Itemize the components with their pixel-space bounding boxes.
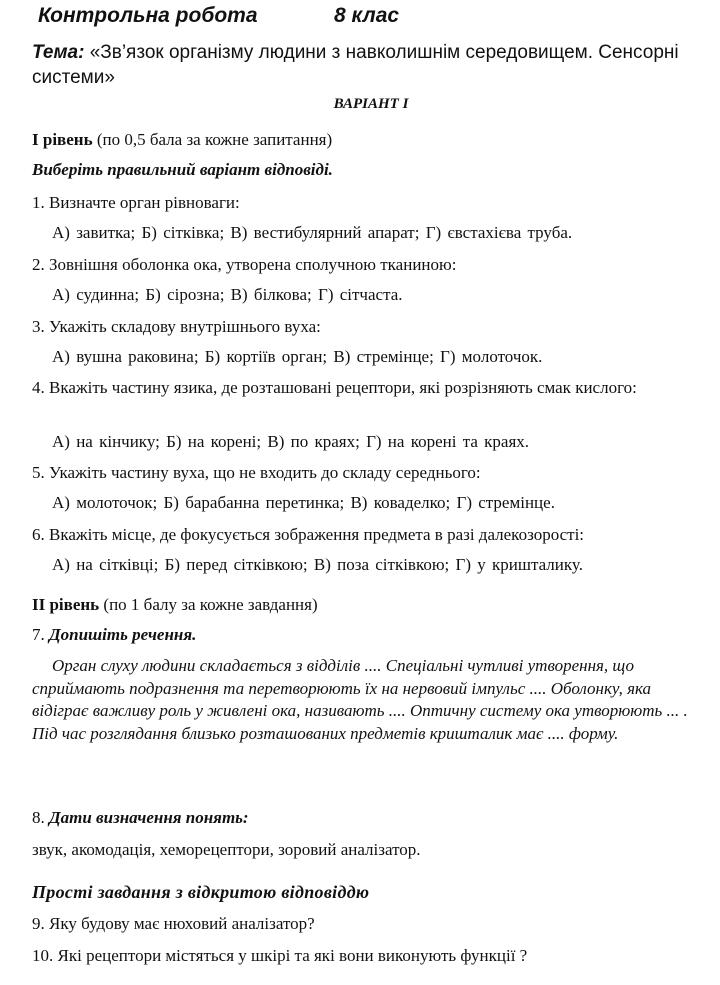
question-3-options: А) вушна раковина; Б) кортіїв орган; В) стремінце; Г) молоточок. (52, 347, 543, 366)
level2-heading (32, 595, 318, 615)
question-5-options: А) молоточок; Б) барабанна перетинка; В) коваделко; Г) стремінце. (52, 493, 555, 512)
variant-label: ВАРІАНТ І (333, 96, 409, 112)
question-6-options: А) на сітківці; Б) перед сітківкою; В) поза сітківкою; Г) у кришталику. (52, 555, 583, 574)
question-2: 2. Зовнішня оболонка ока, утворена сполучною тканиною: (32, 255, 457, 274)
level1-heading (32, 130, 332, 150)
question-3: 3. Укажіть складову внутрішнього вуха: (32, 317, 321, 336)
question-7-paragraph: Орган слуху людини складається з відділів .... Спеціальні чутливі утворення, що сприймають подразнення та перетворюють їх на нервовий імпульс .... Оболонку, яка відіграє важливу роль у живлені ока, називають .... Оптичну систему ока утворюють ... . Під час розглядання близько розташованих предметів кришталик має .... форму. (32, 656, 688, 743)
level1-label: І рівень (32, 130, 93, 149)
question-2-options: А) судинна; Б) сірозна; В) білкова; Г) сітчаста. (52, 285, 403, 304)
page-title: Контрольна робота (38, 4, 258, 27)
grade-label: 8 клас (334, 4, 400, 27)
question-7-heading (32, 625, 196, 645)
question-8-title: Дати визначення понять: (49, 808, 249, 827)
question-9: 9. Яку будову має нюховий аналізатор? (32, 914, 315, 933)
question-7-number: 7. (32, 625, 45, 644)
level1-note: (по 0,5 бала за кожне запитання) (96, 130, 333, 149)
question-8-terms: звук, акомодація, хеморецептори, зоровий аналізатор. (32, 840, 421, 859)
level1-instruction: Виберіть правильний варіант відповіді. (32, 160, 333, 179)
question-1: 1. Визначте орган рівноваги: (32, 193, 240, 212)
question-6: 6. Вкажіть місце, де фокусується зображення предмета в разі далекозорості: (32, 525, 585, 544)
level2-note: (по 1 балу за кожне завдання) (103, 595, 318, 614)
topic (32, 40, 702, 90)
open-section-title: Прості завдання з відкритою відповіддю (32, 882, 370, 902)
question-5: 5. Укажіть частину вуха, що не входить до складу середнього: (32, 463, 481, 482)
topic-label: Тема: (32, 42, 85, 63)
question-4-options: А) на кінчику; Б) на корені; В) по краях; Г) на корені та краях. (52, 432, 530, 451)
question-1-options: А) завитка; Б) сітківка; В) вестибулярний апарат; Г) євстахієва труба. (52, 223, 573, 242)
topic-text: «Зв’язок організму людини з навколишнім середовищем. Сенсорні системи» (32, 42, 679, 88)
question-7-title: Допишіть речення. (49, 625, 197, 644)
question-10: 10. Які рецептори містяться у шкірі та які вони виконують функції ? (32, 946, 528, 965)
level2-label: ІІ рівень (32, 595, 100, 614)
question-8-number: 8. (32, 808, 45, 827)
question-4: 4. Вкажіть частину язика, де розташовані рецептори, які розрізняють смак кислого: (32, 378, 637, 397)
question-8-heading (32, 808, 249, 828)
